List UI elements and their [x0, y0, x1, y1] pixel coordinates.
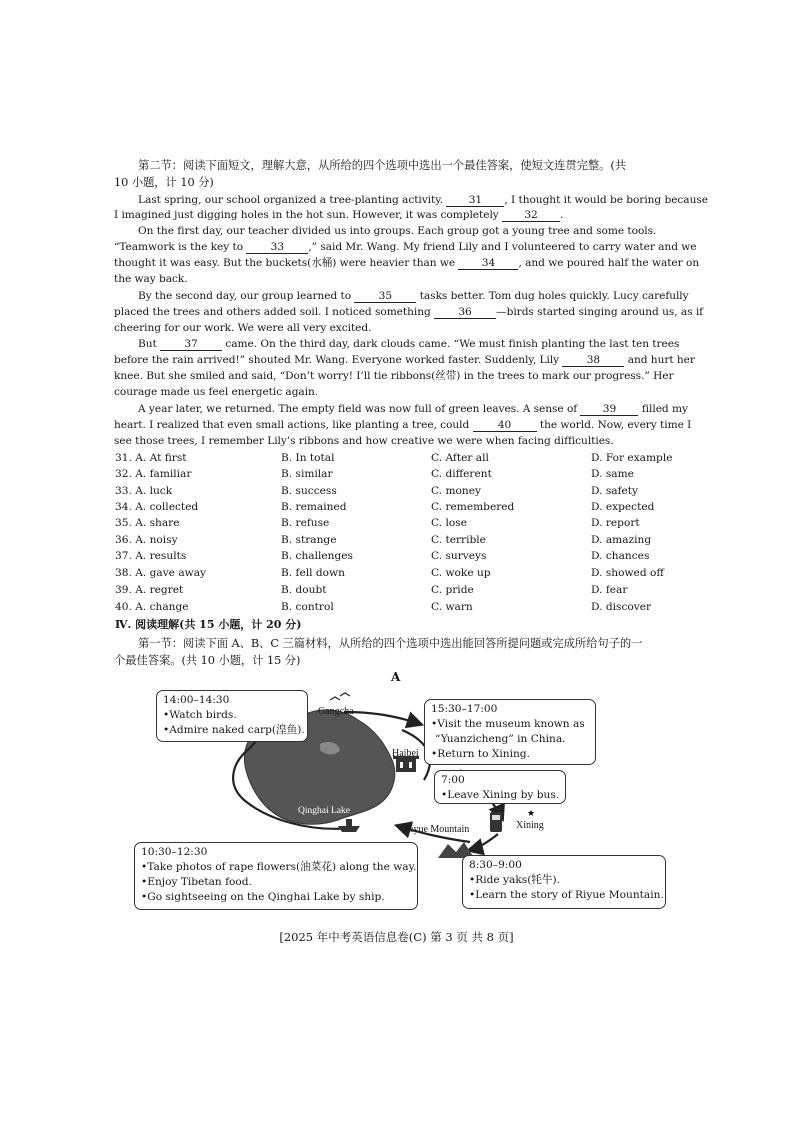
passage-line: placed the trees and others added soil. I noticed something 36 —birds started singing around us, as if	[114, 306, 704, 318]
option-b[interactable]: B. success	[281, 485, 337, 497]
option-c[interactable]: C. terrible	[431, 534, 486, 546]
option-b[interactable]: B. control	[281, 601, 334, 613]
schedule-item: •Go sightseeing on the Qinghai Lake by ship.	[141, 891, 385, 903]
passage-line: before the rain arrived!” shouted Mr. Wang. Everyone worked faster. Suddenly, Lily 38 and hurt her	[114, 354, 695, 366]
option-d[interactable]: D. same	[591, 468, 634, 480]
option-b[interactable]: B. challenges	[281, 550, 353, 562]
label-qinghai-lake: Qinghai Lake	[298, 806, 350, 816]
option-c[interactable]: C. lose	[431, 517, 467, 529]
schedule-item: •Visit the museum known as	[431, 718, 585, 730]
option-b[interactable]: B. doubt	[281, 584, 327, 596]
passage-line: knee. But she smiled and said, “Don’t worry! I’ll tie ribbons(丝带) in the trees to mark our progress.” Her	[114, 370, 674, 382]
reading-section-title: Ⅳ. 阅读理解(共 15 小题，计 20 分)	[115, 618, 302, 631]
option-a[interactable]: 33. A. luck	[115, 485, 173, 497]
option-c[interactable]: C. pride	[431, 584, 474, 596]
option-a[interactable]: 32. A. familiar	[115, 468, 192, 480]
schedule-item: •Leave Xining by bus.	[441, 789, 560, 801]
option-d[interactable]: D. safety	[591, 485, 639, 497]
option-d[interactable]: D. discover	[591, 601, 652, 613]
option-d[interactable]: D. expected	[591, 501, 655, 513]
schedule-box-qinghai-lake	[134, 842, 418, 910]
option-b[interactable]: B. remained	[281, 501, 347, 513]
label-gangcha: Gangcha	[318, 706, 354, 717]
star-icon: ★	[527, 809, 536, 819]
option-c[interactable]: C. woke up	[431, 567, 491, 579]
blank-33[interactable]: 33	[246, 241, 308, 254]
blank-38[interactable]: 38	[562, 354, 624, 367]
option-a[interactable]: 31. A. At first	[115, 452, 187, 464]
schedule-item: •Return to Xining.	[431, 748, 530, 760]
option-a[interactable]: 38. A. gave away	[115, 567, 207, 579]
schedule-time: 15:30–17:00	[431, 703, 498, 715]
option-b[interactable]: B. In total	[281, 452, 335, 464]
option-c[interactable]: C. remembered	[431, 501, 515, 513]
passage-line: thought it was easy. But the buckets(水桶) were heavier than we 34 , and we poured half the water on	[114, 257, 700, 269]
passage-line: the way back.	[114, 273, 188, 285]
passage-line: see those trees, I remember Lily’s ribbons and how creative we were when facing difficulties.	[114, 435, 614, 447]
ship-icon	[338, 819, 360, 832]
option-c[interactable]: C. money	[431, 485, 481, 497]
blank-36[interactable]: 36	[434, 306, 496, 319]
schedule-time: 7:00	[441, 774, 465, 786]
passage-line: On the first day, our teacher divided us into groups. Each group got a young tree and some tools.	[138, 225, 657, 237]
section-two-heading: 第二节：阅读下面短文，理解大意，从所给的四个选项中选出一个最佳答案，使短文连贯完整。(共	[138, 159, 626, 172]
option-d[interactable]: D. For example	[591, 452, 673, 464]
option-d[interactable]: D. showed off	[591, 567, 664, 579]
schedule-item: “Yuanzicheng” in China.	[435, 733, 566, 745]
gangcha-bird-icon	[330, 693, 350, 700]
option-a[interactable]: 36. A. noisy	[115, 534, 178, 546]
schedule-time: 10:30–12:30	[141, 846, 208, 858]
schedule-item: •Learn the story of Riyue Mountain.	[469, 889, 664, 901]
passage-line: By the second day, our group learned to 35 tasks better. Tom dug holes quickly. Lucy carefully	[138, 290, 689, 302]
option-c[interactable]: C. warn	[431, 601, 473, 613]
option-c[interactable]: C. surveys	[431, 550, 487, 562]
blank-32[interactable]: 32	[502, 209, 560, 222]
option-b[interactable]: B. refuse	[281, 517, 330, 529]
passage-line: “Teamwork is the key to 33 ,” said Mr. Wang. My friend Lily and I volunteered to carry water and we	[114, 241, 697, 253]
blank-37[interactable]: 37	[160, 338, 222, 351]
schedule-item: •Admire naked carp(湟鱼).	[163, 724, 305, 736]
schedule-box-xining	[434, 770, 566, 804]
schedule-box-riyue	[462, 855, 666, 909]
schedule-time: 8:30–9:00	[469, 859, 522, 871]
option-a[interactable]: 39. A. regret	[115, 584, 184, 596]
passage-line: But 37 came. On the third day, dark clouds came. “We must finish planting the last ten trees	[138, 338, 680, 350]
reading-instructions: 第一节：阅读下面 A、B、C 三篇材料，从所给的四个选项中选出能回答所提问题或完成所给句子的一	[138, 637, 643, 650]
option-c[interactable]: C. different	[431, 468, 492, 480]
schedule-box-gangcha	[156, 690, 308, 742]
option-b[interactable]: B. strange	[281, 534, 337, 546]
blank-39[interactable]: 39	[580, 403, 638, 416]
passage-line: cheering for our work. We were all very excited.	[114, 322, 372, 334]
option-b[interactable]: B. fell down	[281, 567, 345, 579]
option-a[interactable]: 35. A. share	[115, 517, 180, 529]
label-riyue-mountain: Riyue Mountain	[404, 824, 470, 835]
passage-label: A	[391, 670, 401, 684]
blank-35[interactable]: 35	[354, 290, 416, 303]
passage-line: A year later, we returned. The empty field was now full of green leaves. A sense of 39 filled my	[138, 403, 688, 415]
passage-line: I imagined just digging holes in the hot sun. However, it was completely 32 .	[114, 209, 564, 221]
option-c[interactable]: C. After all	[431, 452, 489, 464]
reading-instructions-cont: 个最佳答案。(共 10 小题，计 15 分)	[114, 654, 301, 667]
option-a[interactable]: 37. A. results	[115, 550, 187, 562]
blank-31[interactable]: 31	[446, 194, 504, 207]
schedule-time: 14:00–14:30	[163, 694, 230, 706]
option-d[interactable]: D. report	[591, 517, 640, 529]
section-two-heading-cont: 10 小题，计 10 分)	[114, 176, 214, 189]
blank-34[interactable]: 34	[458, 257, 518, 270]
option-d[interactable]: D. fear	[591, 584, 628, 596]
option-d[interactable]: D. chances	[591, 550, 650, 562]
schedule-box-haibei	[424, 699, 596, 765]
label-xining: Xining	[516, 820, 544, 831]
option-d[interactable]: D. amazing	[591, 534, 652, 546]
option-b[interactable]: B. similar	[281, 468, 333, 480]
passage-line: heart. I realized that even small actions, like planting a tree, could 40 the world. Now, every time I	[114, 419, 692, 431]
page-footer: [2025 年中考英语信息卷(C) 第 3 页 共 8 页]	[279, 930, 514, 944]
route-line	[470, 834, 498, 850]
schedule-item: •Watch birds.	[163, 709, 237, 721]
passage-line: courage made us feel energetic again.	[114, 386, 319, 398]
label-haibei: Haibei	[392, 748, 419, 759]
option-a[interactable]: 40. A. change	[115, 601, 189, 613]
schedule-item: •Ride yaks(牦牛).	[469, 874, 561, 886]
schedule-item: •Enjoy Tibetan food.	[141, 876, 252, 888]
bus-icon	[490, 812, 502, 832]
blank-40[interactable]: 40	[473, 419, 537, 432]
passage-line: Last spring, our school organized a tree-planting activity. 31 , I thought it would be boring because	[138, 194, 708, 206]
schedule-item: •Take photos of rape flowers(油菜花) along the way.	[141, 861, 417, 873]
option-a[interactable]: 34. A. collected	[115, 501, 199, 513]
